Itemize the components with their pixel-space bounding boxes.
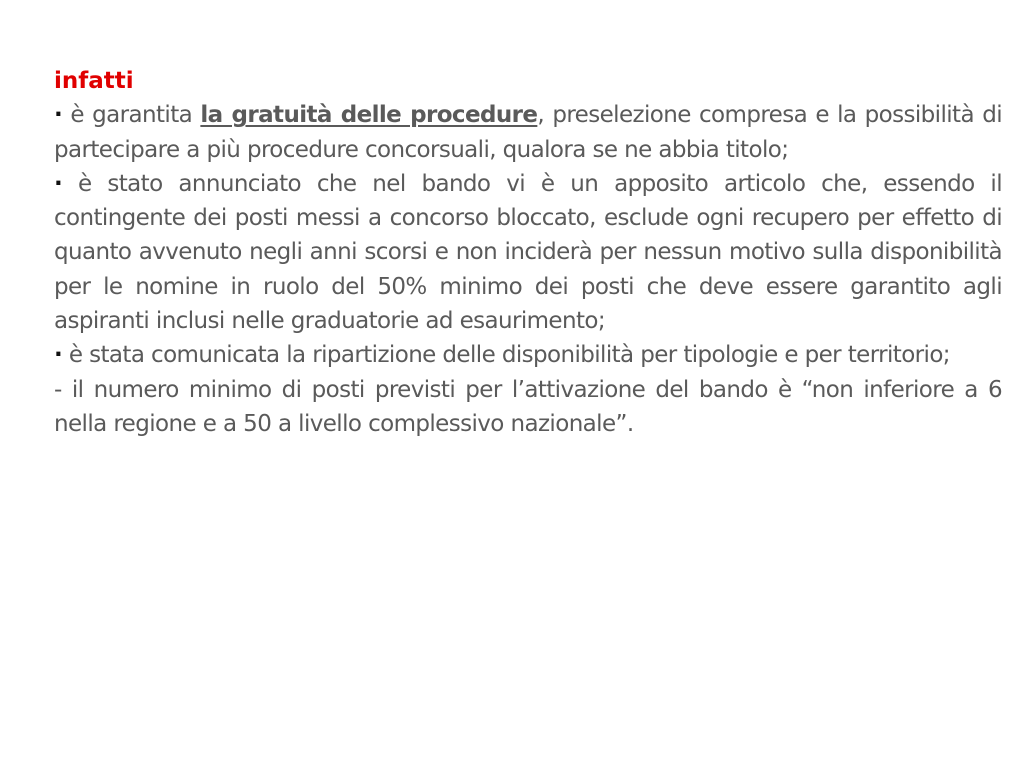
section-heading: infatti — [54, 68, 134, 94]
bullet-marker: · — [54, 342, 63, 369]
item-text: è stato annunciato che nel bando vi è un apposito articolo che, essendo il contingente dei posti messi a concorso bloccato, esclude ogni recupero per effetto di quanto avvenuto negli anni scorsi e non inciderà per nessun motivo sulla disponibilità per le nomine in ruolo del 50% minimo dei posti che deve essere garantito agli aspiranti inclusi nelle graduatorie ad esaurimento; — [54, 170, 1002, 335]
list-item-ripartizione — [54, 338, 1002, 372]
bullet-marker: · — [54, 102, 63, 129]
slide-body — [54, 64, 1002, 441]
emphasis-gratuita-procedure: la gratuità delle procedure — [200, 102, 538, 129]
item-text: - il numero minimo di posti previsti per l’attivazione del bando è “non inferiore a 6 nella regione e a 50 a livello complessivo nazionale”. — [54, 376, 1002, 437]
item-text: è stata comunicata la ripartizione delle disponibilità per tipologie e per territorio; — [62, 342, 950, 369]
list-item-gratuita — [54, 98, 1002, 167]
item-text-pre: è garantita — [62, 102, 201, 129]
bullet-marker: · — [54, 170, 63, 197]
list-item-numero-minimo — [54, 373, 1002, 442]
item-text-post: , preselezione compresa e la possibilità di partecipare a più procedure concorsuali, qualora se ne abbia titolo; — [54, 102, 1003, 163]
list-item-articolo-bando — [54, 167, 1002, 338]
